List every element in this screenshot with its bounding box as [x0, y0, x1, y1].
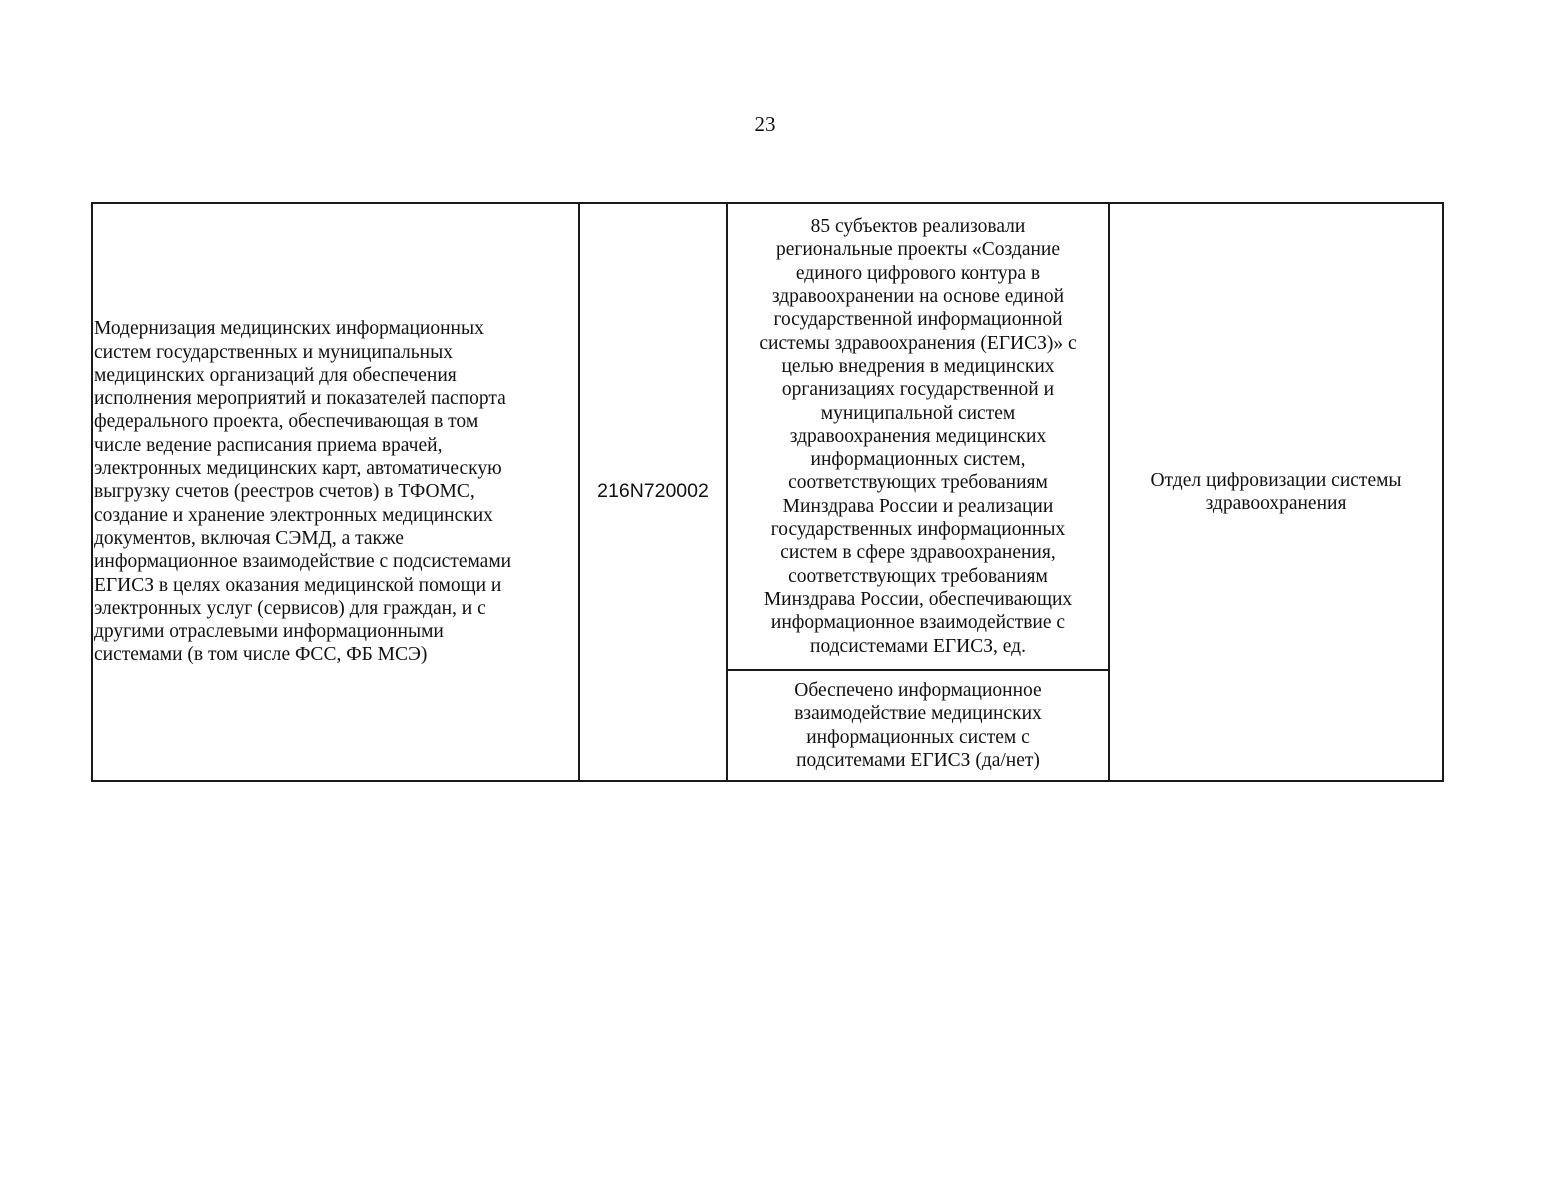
measures-table	[91, 202, 1444, 782]
indicator-line: региональные проекты «Создание	[775, 239, 1061, 261]
indicator-line: информационное взаимодействие с	[770, 612, 1066, 634]
measure-description-line: электронных услуг (сервисов) для граждан, и с	[94, 597, 486, 619]
indicator-line: подсистемами ЕГИСЗ, ед.	[810, 635, 1026, 657]
measure-description-line: числе ведение расписания приема врачей,	[94, 434, 443, 456]
measure-description-line: системами (в том числе ФСС, ФБ МСЭ)	[94, 644, 428, 666]
indicator-cell-yes-no	[727, 670, 1109, 781]
table-row	[92, 203, 1443, 670]
indicator-line: системы здравоохранения (ЕГИСЗ)» с	[759, 332, 1077, 354]
page-number: 23	[754, 112, 776, 136]
indicator-line: информационных систем,	[810, 449, 1026, 471]
indicator-line: Обеспечено информационное	[794, 679, 1042, 701]
indicator-line: государственной информационной	[773, 309, 1063, 331]
measure-description-line: выгрузку счетов (реестров счетов) в ТФОМС,	[94, 481, 475, 503]
indicator-line: государственных информационных	[770, 519, 1066, 541]
measure-description-line: медицинских организаций для обеспечения	[94, 364, 457, 386]
indicator-line: целью внедрения в медицинских	[781, 355, 1055, 377]
indicator-line: здравоохранения медицинских	[789, 425, 1047, 447]
measure-description-line: другими отраслевыми информационными	[94, 621, 444, 643]
indicator-line: взаимодействие медицинских	[794, 703, 1042, 725]
measure-description-cell	[92, 203, 579, 781]
indicator-line: информационных систем с	[806, 726, 1030, 748]
measure-description-line: создание и хранение электронных медицинских	[94, 504, 493, 526]
indicator-line: 85 субъектов реализовали	[810, 216, 1026, 238]
indicator-line: организациях государственной и	[781, 379, 1055, 401]
responsible-unit-cell: Отдел цифровизации системы здравоохранения	[1109, 203, 1443, 781]
indicator-cell-count	[727, 203, 1109, 670]
measure-code-cell: 216N720002	[579, 203, 727, 781]
indicator-line: единого цифрового контура в	[795, 262, 1041, 284]
measure-description-line: документов, включая СЭМД, а также	[94, 527, 404, 549]
measure-description-line: исполнения мероприятий и показателей паспорта	[94, 388, 506, 410]
measure-description-line: информационное взаимодействие с подсистемами	[94, 551, 512, 573]
indicator-line: соответствующих требованиям	[788, 565, 1048, 587]
measure-description-line: Модернизация медицинских информационных	[94, 318, 484, 340]
indicator-line: систем в сфере здравоохранения,	[780, 542, 1056, 564]
indicator-line: Минздрава России и реализации	[782, 495, 1054, 517]
measure-description-line: ЕГИСЗ в целях оказания медицинской помощи и	[94, 574, 502, 596]
measure-description-line: электронных медицинских карт, автоматическую	[94, 458, 502, 480]
indicator-line: подситемами ЕГИСЗ (да/нет)	[796, 749, 1040, 771]
indicator-line: соответствующих требованиям	[788, 472, 1048, 494]
measure-description-line: федерального проекта, обеспечивающая в том	[94, 411, 479, 433]
indicator-line: муниципальной систем	[820, 402, 1016, 424]
measure-description-line: систем государственных и муниципальных	[94, 341, 453, 363]
indicator-line: Минздрава России, обеспечивающих	[763, 588, 1073, 610]
indicator-line: здравоохранении на основе единой	[771, 286, 1065, 308]
